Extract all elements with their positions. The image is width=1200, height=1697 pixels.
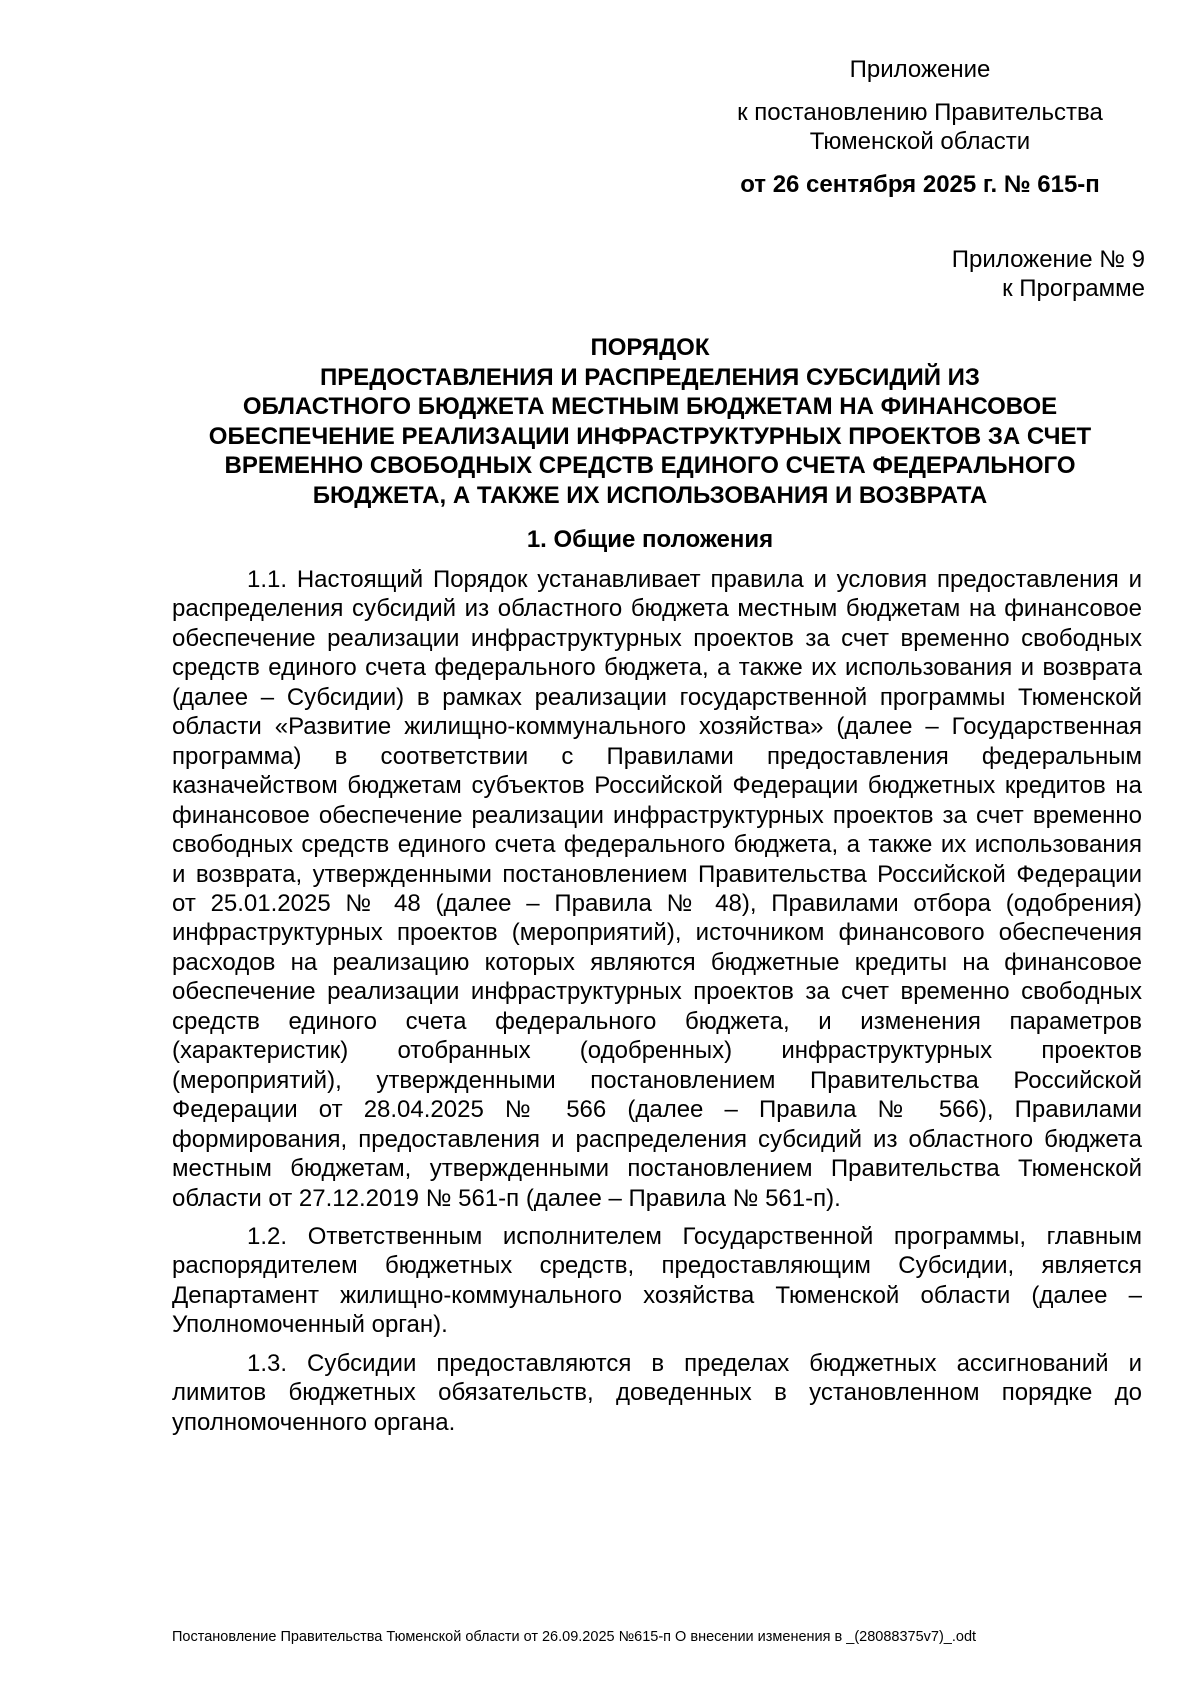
annex-label: Приложение xyxy=(849,56,991,83)
program-annex-line: Приложение № 9 xyxy=(951,246,1145,273)
paragraph-1-1: 1.1. Настоящий Порядок устанавливает правила и условия предоставления и распределения субсидий из областного бюджета местным бюджетам на финансовое обеспечение реализации инфраструктурных проектов за счет временно свободных средств единого счета федерального бюджета, а также их использования и возврата (далее – Субсидии) в рамках реализации государственной программы Тюменской области «Развитие жилищно-коммунального хозяйства» (далее – Государственная программа) в соответствии с Правилами предоставления федеральным казначейством бюджетам субъектов Российской Федерации бюджетных кредитов на финансовое обеспечение реализации инфраструктурных проектов за счет временно свободных средств единого счета федерального бюджета, а также их использования и возврата, утвержденными постановлением Правительства Российской Федерации от 25.01.2025 № 48 (далее – Правила № 48), Правилами отбора (одобрения) инфраструктурных проектов (мероприятий), источником финансового обеспечения расходов на реализацию которых являются бюджетные кредиты на финансовое обеспечение реализации инфраструктурных проектов за счет временно свободных средств единого счета федерального бюджета, и изменения параметров (характеристик) отобранных (одобренных) инфраструктурных проектов (мероприятий), утвержденными постановлением Правительства Российской Федерации от 28.04.2025 № 566 (далее – Правила № 566), Правилами формирования, предоставления и распределения субсидий из областного бюджета местным бюджетам, утвержденными постановлением Правительства Тюменской области от 27.12.2019 № 561-п (далее – Правила № 561-п). xyxy=(172,566,1142,1212)
title-line: ОБЕСПЕЧЕНИЕ РЕАЛИЗАЦИИ ИНФРАСТРУКТУРНЫХ ПРОЕКТОВ ЗА СЧЕТ xyxy=(208,422,1092,450)
title-line: ВРЕМЕННО СВОБОДНЫХ СРЕДСТВ ЕДИНОГО СЧЕТА ФЕДЕРАЛЬНОГО xyxy=(224,452,1076,479)
decree-date: от 26 сентября 2025 г. № 615-п xyxy=(740,171,1100,198)
title-line: БЮДЖЕТА, А ТАКЖЕ ИХ ИСПОЛЬЗОВАНИЯ И ВОЗВРАТА xyxy=(312,481,988,509)
document-title xyxy=(160,333,1140,510)
paragraph-1-2: 1.2. Ответственным исполнителем Государственной программы, главным распорядителем бюджетных средств, предоставляющим Субсидии, является Департамент жилищно-коммунального хозяйства Тюменской области (далее – Уполномоченный орган). xyxy=(172,1222,1142,1339)
program-annex-line: к Программе xyxy=(1002,275,1145,302)
decree-reference xyxy=(700,98,1140,156)
title-line: ПРЕДОСТАВЛЕНИЯ И РАСПРЕДЕЛЕНИЯ СУБСИДИЙ ИЗ xyxy=(320,363,980,391)
annex-header xyxy=(700,55,1140,199)
decree-reference-line: к постановлению Правительства xyxy=(737,99,1103,126)
title-line: ОБЛАСТНОГО БЮДЖЕТА МЕСТНЫМ БЮДЖЕТАМ НА ФИНАНСОВОЕ xyxy=(242,393,1058,420)
title-line: ПОРЯДОК xyxy=(590,334,710,361)
program-annex-label xyxy=(952,245,1145,303)
decree-reference-line: Тюменской области xyxy=(809,128,1031,155)
page-footer: Постановление Правительства Тюменской области от 26.09.2025 №615-п О внесении изменения в _(28088375v7)_.odt xyxy=(172,1629,977,1645)
paragraph-1-3: 1.3. Субсидии предоставляются в пределах бюджетных ассигнований и лимитов бюджетных обязательств, доведенных в установленном порядке до уполномоченного органа. xyxy=(172,1349,1142,1436)
section-body xyxy=(172,565,1142,1437)
section-heading: 1. Общие положения xyxy=(526,526,774,553)
